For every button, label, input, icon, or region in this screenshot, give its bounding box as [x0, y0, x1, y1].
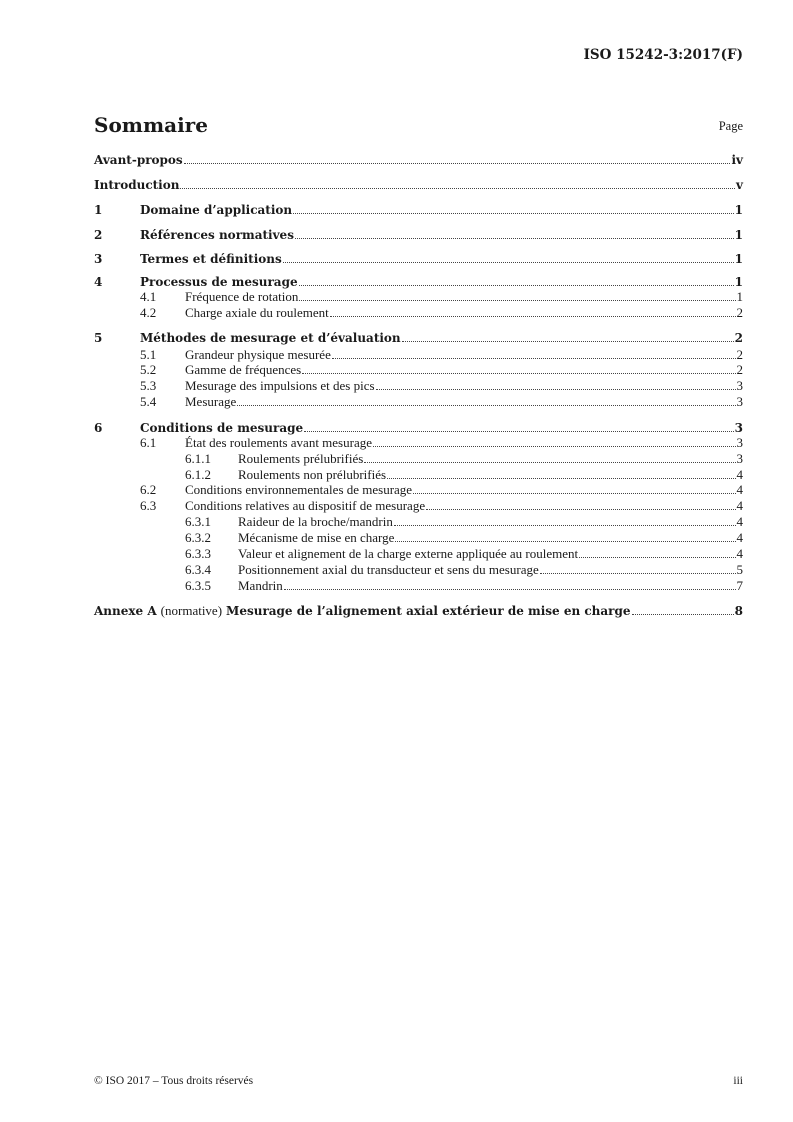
toc-entry-page: 4 [736, 467, 743, 482]
toc-entry-number: 4.2 [140, 305, 157, 320]
toc-entry-page: 1 [736, 289, 743, 304]
toc-entry-page: 4 [736, 514, 743, 529]
toc-entry[interactable] [94, 546, 743, 562]
toc-entry-number: 1 [94, 203, 103, 217]
annex-title: Mesurage de l’alignement axial extérieur de mise en charge [226, 604, 631, 618]
annex-prefix: Annexe A [94, 604, 157, 618]
toc-entry-label: Roulements prélubrifiés [238, 451, 364, 466]
toc-entry-label: Mesurage [185, 394, 237, 409]
toc-entry-number: 6.3.4 [185, 562, 211, 577]
toc-entry-number: 5.1 [140, 347, 157, 362]
toc-entry-label: Mécanisme de mise en charge [238, 530, 395, 545]
toc-dot-leader [180, 188, 735, 189]
toc-dot-leader [426, 509, 735, 510]
toc-entry[interactable] [94, 435, 743, 451]
toc-dot-leader [402, 341, 734, 342]
toc-entry[interactable] [94, 578, 743, 594]
toc-entry-number: 6.1 [140, 435, 157, 450]
toc-entry-number: 6.1.1 [185, 451, 211, 466]
toc-entry-label: Domaine d’application [140, 203, 293, 217]
toc-entry-label: État des roulements avant mesurage [185, 435, 372, 450]
toc-entry[interactable] [94, 562, 743, 578]
toc-entry[interactable] [94, 274, 743, 290]
page-column-label: Page [718, 119, 743, 133]
toc-entry-page: 4 [736, 530, 743, 545]
toc-entry-number: 4 [94, 275, 103, 289]
toc-entry-label: Raideur de la broche/mandrin [238, 514, 393, 529]
toc-entry[interactable] [94, 305, 743, 321]
toc-entry[interactable] [94, 251, 743, 267]
toc-entry-page: 3 [736, 451, 743, 466]
toc-dot-leader [293, 213, 734, 214]
toc-entry[interactable] [94, 394, 743, 410]
toc-dot-leader [413, 493, 735, 494]
page-number: iii [733, 1075, 743, 1087]
toc-entry-page: v [736, 178, 743, 192]
toc-entry-page: iv [731, 153, 743, 167]
toc-entry-page: 4 [736, 482, 743, 497]
toc-entry-number: 5.3 [140, 378, 157, 393]
toc-entry[interactable] [94, 362, 743, 378]
toc-entry-number: 6.3.2 [185, 530, 211, 545]
toc-dot-leader [184, 163, 731, 164]
toc-entry-page: 2 [734, 331, 743, 345]
toc-entry[interactable] [94, 514, 743, 530]
toc-entry-number: 5.4 [140, 394, 157, 409]
toc-entry-label: Références normatives [140, 228, 294, 242]
toc-entry-page: 1 [734, 228, 743, 242]
toc-entry-number: 6.3.3 [185, 546, 211, 561]
toc-dot-leader [395, 541, 735, 542]
toc-entry-number: 2 [94, 228, 103, 242]
toc-entry[interactable] [94, 177, 743, 193]
toc-entry[interactable] [94, 330, 743, 346]
document-code: ISO 15242-3:2017(F) [583, 47, 743, 63]
toc-entry-page: 5 [736, 562, 743, 577]
toc-entry-page: 2 [736, 305, 743, 320]
toc-entry[interactable] [94, 202, 743, 218]
toc-entry-number: 4.1 [140, 289, 157, 304]
toc-entry-page: 8 [734, 604, 743, 618]
toc-entry-page: 3 [736, 435, 743, 450]
toc-entry-number: 6.3.1 [185, 514, 211, 529]
toc-entry-page: 4 [736, 498, 743, 513]
toc-dot-leader [373, 446, 736, 447]
toc-entry-label: Grandeur physique mesurée [185, 347, 331, 362]
toc-entry-page: 4 [736, 546, 743, 561]
toc-entry[interactable] [94, 420, 743, 436]
toc-dot-leader [540, 573, 736, 574]
page-title: Sommaire [94, 113, 208, 137]
toc-entry-page: 1 [734, 203, 743, 217]
toc-entry[interactable] [94, 227, 743, 243]
toc-entry-page: 3 [734, 421, 743, 435]
toc-dot-leader [387, 478, 735, 479]
toc-entry-number: 5.2 [140, 362, 157, 377]
toc-entry-label: Avant-propos [94, 153, 183, 167]
toc-entry-number: 6.1.2 [185, 467, 211, 482]
toc-entry[interactable] [94, 498, 743, 514]
toc-entry-label: Roulements non prélubrifiés [238, 467, 387, 482]
toc-entry[interactable] [94, 378, 743, 394]
toc-dot-leader [295, 238, 734, 239]
toc-dot-leader [376, 389, 736, 390]
toc-entry-page: 2 [736, 347, 743, 362]
toc-entry-number: 6.2 [140, 482, 157, 497]
toc-entry[interactable] [94, 482, 743, 498]
toc-entry-number: 6 [94, 421, 103, 435]
toc-entry[interactable] [94, 467, 743, 483]
toc-entry-number: 3 [94, 252, 103, 266]
toc-entry-label: Mandrin [238, 578, 283, 593]
toc-entry-label: Positionnement axial du transducteur et sens du mesurage [238, 562, 539, 577]
toc-entry-number: 6.3 [140, 498, 157, 513]
toc-entry-number: 6.3.5 [185, 578, 211, 593]
toc-annex-entry[interactable] [94, 603, 743, 619]
toc-dot-leader [364, 462, 735, 463]
toc-dot-leader [332, 358, 736, 359]
toc-entry-label: Méthodes de mesurage et d’évaluation [140, 331, 401, 345]
toc-entry-page: 1 [734, 275, 743, 289]
toc-entry-label: Conditions environnementales de mesurage [185, 482, 413, 497]
toc-dot-leader [299, 300, 735, 301]
toc-entry-label: Gamme de fréquences [185, 362, 302, 377]
toc-entry-label: Conditions relatives au dispositif de mesurage [185, 498, 426, 513]
toc-dot-leader [304, 431, 734, 432]
toc-dot-leader [394, 525, 736, 526]
page-footer [94, 1075, 743, 1087]
toc-entry-page: 3 [736, 394, 743, 409]
toc-entry-page: 7 [736, 578, 743, 593]
toc-dot-leader [284, 589, 736, 590]
toc-entry-label: Valeur et alignement de la charge externe appliquée au roulement [238, 546, 579, 561]
toc-dot-leader [299, 285, 734, 286]
toc-entry[interactable] [94, 152, 743, 168]
toc-entry[interactable] [94, 530, 743, 546]
toc-entry-label: Termes et définitions [140, 252, 282, 266]
toc-dot-leader [579, 557, 735, 558]
toc-entry-page: 3 [736, 378, 743, 393]
toc-dot-leader [330, 316, 736, 317]
toc-entry-label: Fréquence de rotation [185, 289, 299, 304]
toc-dot-leader [283, 262, 734, 263]
toc-entry-label: Conditions de mesurage [140, 421, 304, 435]
toc-entry[interactable] [94, 451, 743, 467]
toc-entry-label: Processus de mesurage [140, 275, 298, 289]
toc-dot-leader [632, 614, 734, 615]
toc-entry-label: Introduction [94, 178, 180, 192]
toc-entry-page: 2 [736, 362, 743, 377]
toc-dot-leader [237, 405, 735, 406]
toc-entry[interactable] [94, 289, 743, 305]
copyright-notice: © ISO 2017 – Tous droits réservés [94, 1075, 254, 1087]
toc-entry[interactable] [94, 347, 743, 363]
toc-entry-label: Mesurage des impulsions et des pics [185, 378, 375, 393]
annex-qualifier: (normative) [160, 603, 223, 618]
toc-entry-number: 5 [94, 331, 103, 345]
toc-dot-leader [302, 373, 735, 374]
toc-entry-label: Charge axiale du roulement [185, 305, 329, 320]
toc-entry-page: 1 [734, 252, 743, 266]
